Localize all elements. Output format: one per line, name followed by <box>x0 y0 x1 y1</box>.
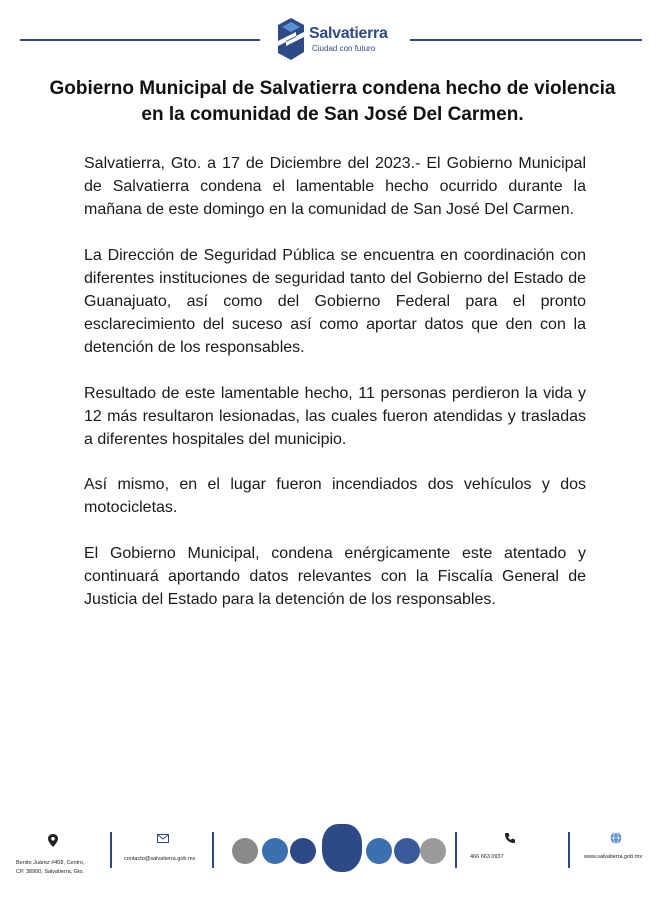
address-line-2: CP. 38900, Salvatierra, Gto. <box>16 869 85 875</box>
document-title: Gobierno Municipal de Salvatierra condena hecho de violencia en la comunidad de San José Del Carmen. <box>49 78 616 125</box>
salvatierra-logo-mark-icon <box>276 16 306 62</box>
seal-1 <box>232 838 258 864</box>
footer <box>0 822 665 892</box>
footer-divider <box>110 832 112 868</box>
phone-number[interactable]: 466 663 0937 <box>470 854 504 860</box>
brand-tagline: Ciudad con futuro <box>312 44 376 53</box>
seal-2 <box>262 838 288 864</box>
email-link[interactable]: contacto@salvatierra.gob.mx <box>124 856 196 862</box>
paragraph-4: Así mismo, en el lugar fueron incendiados dos vehículos y dos motocicletas. <box>84 476 586 517</box>
brand-name: Salvatierra <box>309 25 388 42</box>
mail-icon <box>157 834 169 843</box>
paragraph-2: La Dirección de Seguridad Pública se encuentra en coordinación con diferentes instituciones de seguridad tanto del Gobierno del Estado de Guanajuato, así como del Gobierno Federal para el pronto esclarecimiento del suceso así como aportar datos que den con la detención de los responsables. <box>84 246 586 357</box>
seal-5 <box>394 838 420 864</box>
paragraph-5: El Gobierno Municipal, condena enérgicamente este atentado y continuará aportando datos relevantes con la Fiscalía General de Justicia del Estado para la detención de los responsables. <box>84 544 586 609</box>
header-rule-left <box>20 39 260 41</box>
seal-6 <box>420 838 446 864</box>
footer-divider <box>568 832 570 868</box>
phone-icon <box>504 832 516 844</box>
location-pin-icon <box>48 834 58 847</box>
seal-4 <box>366 838 392 864</box>
header-rule-right <box>410 39 642 41</box>
letterhead <box>0 14 665 64</box>
footer-divider <box>455 832 457 868</box>
address-line-1: Benito Juárez #408, Centro, <box>16 860 85 866</box>
salvatierra-logo <box>276 16 406 62</box>
globe-icon <box>610 832 622 844</box>
document-body <box>84 152 586 633</box>
paragraph-3: Resultado de este lamentable hecho, 11 personas perdieron la vida y 12 más resultaron lesionadas, las cuales fueron atendidas y trasladas a diferentes hospitales del municipio. <box>84 384 586 449</box>
paragraph-1: Salvatierra, Gto. a 17 de Diciembre del 2023.- El Gobierno Municipal de Salvatierra condena el lamentable hecho ocurrido durante la mañana de este domingo en la comunidad de San José Del Carmen. <box>84 155 586 219</box>
footer-divider <box>212 832 214 868</box>
seal-3 <box>290 838 316 864</box>
website-link[interactable]: www.salvatierra.gob.mx <box>584 854 643 860</box>
municipal-coat-of-arms <box>322 824 362 872</box>
